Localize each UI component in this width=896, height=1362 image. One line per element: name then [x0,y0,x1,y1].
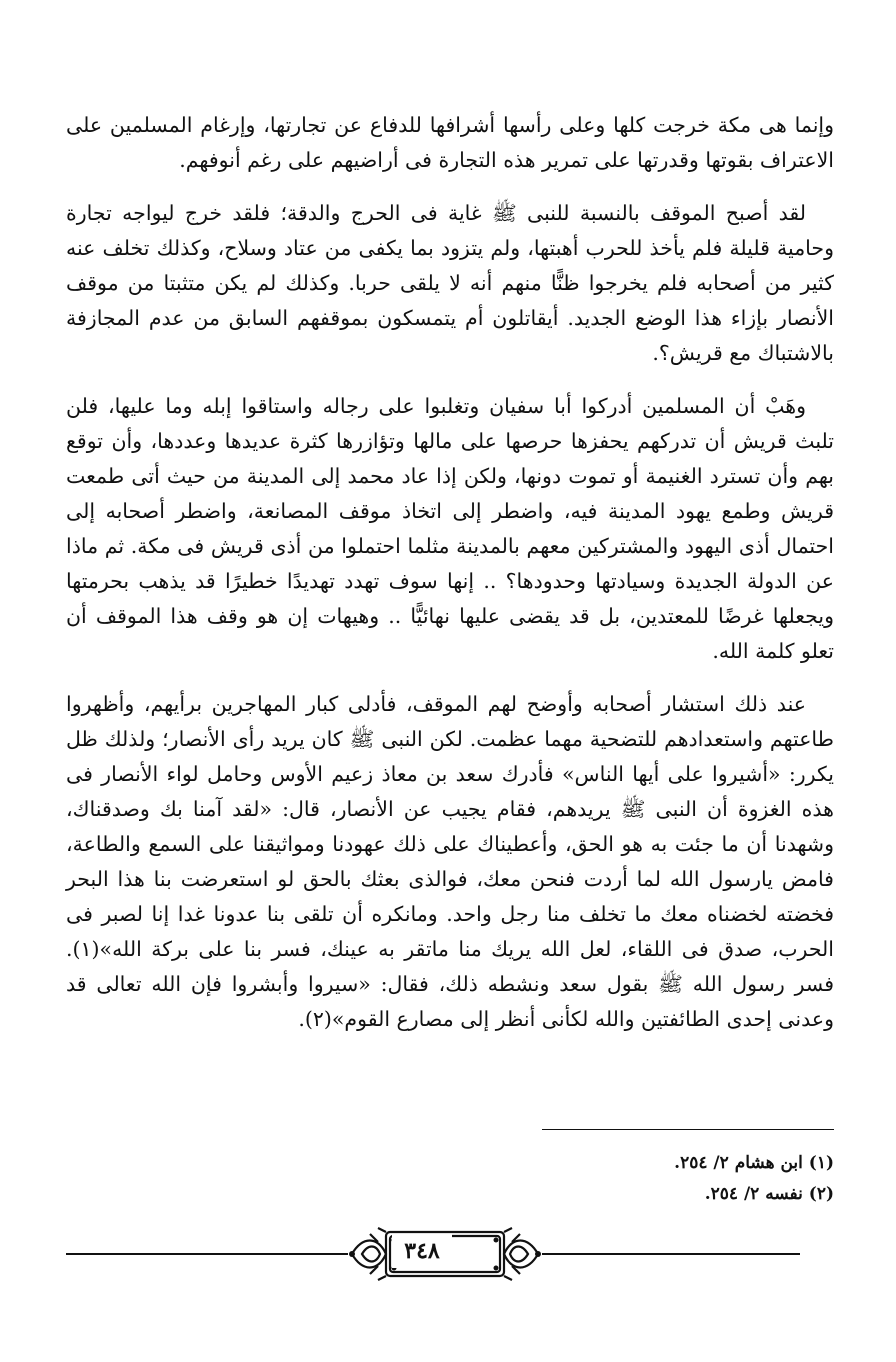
footnote-2: (٢) نفسه ٢/ ٢٥٤. [704,1184,834,1204]
paragraph-4: عند ذلك استشار أصحابه وأوضح لهم الموقف، فأدلى كبار المهاجرين برأيهم، وأظهروا طاعتهم واستعدادهم للتضحية مهما عظمت. لكن النبى ﷺ كان يريد رأى الأنصار؛ ولذلك ظل يكرر: «أشيروا على أيها الناس» فأدرك سعد بن معاذ زعيم الأوس وحامل لواء الأنصار فى هذه الغزوة أن النبى ﷺ يريدهم، فقام يجيب عن الأنصار، قال: «لقد آمنا بك وصدقناك، وشهدنا أن ما جئت به هو الحق، وأعطيناك على ذلك عهودنا ومواثيقنا على السمع والطاعة، فامض يارسول الله لما أردت فنحن معك، فوالذى بعثك بالحق لو استعرضت بنا هذا البحر فخضته لخضناه معك ما تخلف منا رجل واحد. ومانكره أن تلقى بنا عدونا غدا إنا لصبر فى الحرب، صدق فى اللقاء، لعل الله يريك منا ماتقر به عينك، فسر بنا على بركة الله»(١). فسر رسول الله ﷺ بقول سعد ونشطه ذلك، فقال: «سيروا وأبشروا فإن الله تعالى قد وعدنى إحدى الطائفتين والله لكأنى أنظر إلى مصارع القوم»(٢). [66,692,834,1031]
paragraph-2: لقد أصبح الموقف بالنسبة للنبى ﷺ غاية فى الحرج والدقة؛ فلقد خرج ليواجه تجارة وحامية قليلة فلم يأخذ للحرب أهبتها، ولم يتزود بما يكفى من عتاد وسلاح، وكذلك تخلف عنه كثير من أصحابه فلم يخرجوا ظنًّا منهم أنه لا يلقى حربا. وكذلك لم يكن متثبتا من موقف الأنصار بإزاء هذا الوضع الجديد. أيقاتلون أم يتمسكون بموقفهم السابق من عدم المجازفة بالاشتباك مع قريش؟. [66,201,834,365]
paragraph-1: وإنما هى مكة خرجت كلها وعلى رأسها أشرافها للدفاع عن تجارتها، وإرغام المسلمين على الاعتراف بقوتها وقدرتها على تمرير هذه التجارة فى أراضيهم على رغم أنوفهم. [66,113,834,172]
paragraph-3: وهَبْ أن المسلمين أدركوا أبا سفيان وتغلبوا على رجاله واستاقوا إبله وما عليها، فلن تلبث قريش أن تدركهم يحفزها حرصها على مالها وتؤازرها كثرة عديدها وعددها، وأن توقع بهم وأن تسترد الغنيمة أو تموت دونها، ولكن إذا عاد محمد إلى المدينة من حيث أتى طمعت قريش وطمع يهود المدينة فيه، واضطر إلى اتخاذ موقف المصانعة، واضطر أصحابه إلى احتمال أذى اليهود والمشتركين معهم بالمدينة مثلما احتملوا من أذى قريش فى مكة. ثم ماذا عن الدولة الجديدة وسيادتها وحدودها؟ .. إنها سوف تهدد تهديدًا خطيرًا قد يذهب بحرمتها ويجعلها غرضًا للمعتدين، بل قد يقضى عليها نهائيًّا .. وهيهات إن هو وقف هذا الموقف أن تعلو كلمة الله. [66,394,834,663]
main-text [66,108,834,1055]
footer-rule-left [66,1253,348,1255]
footnotes [500,1148,834,1210]
footer-rule-right [542,1253,800,1255]
footnote-separator [542,1129,834,1130]
page-number: ٣٤٨ [392,1234,452,1268]
footnote-1: (١) ابن هشام ٢/ ٢٥٤. [674,1153,834,1173]
